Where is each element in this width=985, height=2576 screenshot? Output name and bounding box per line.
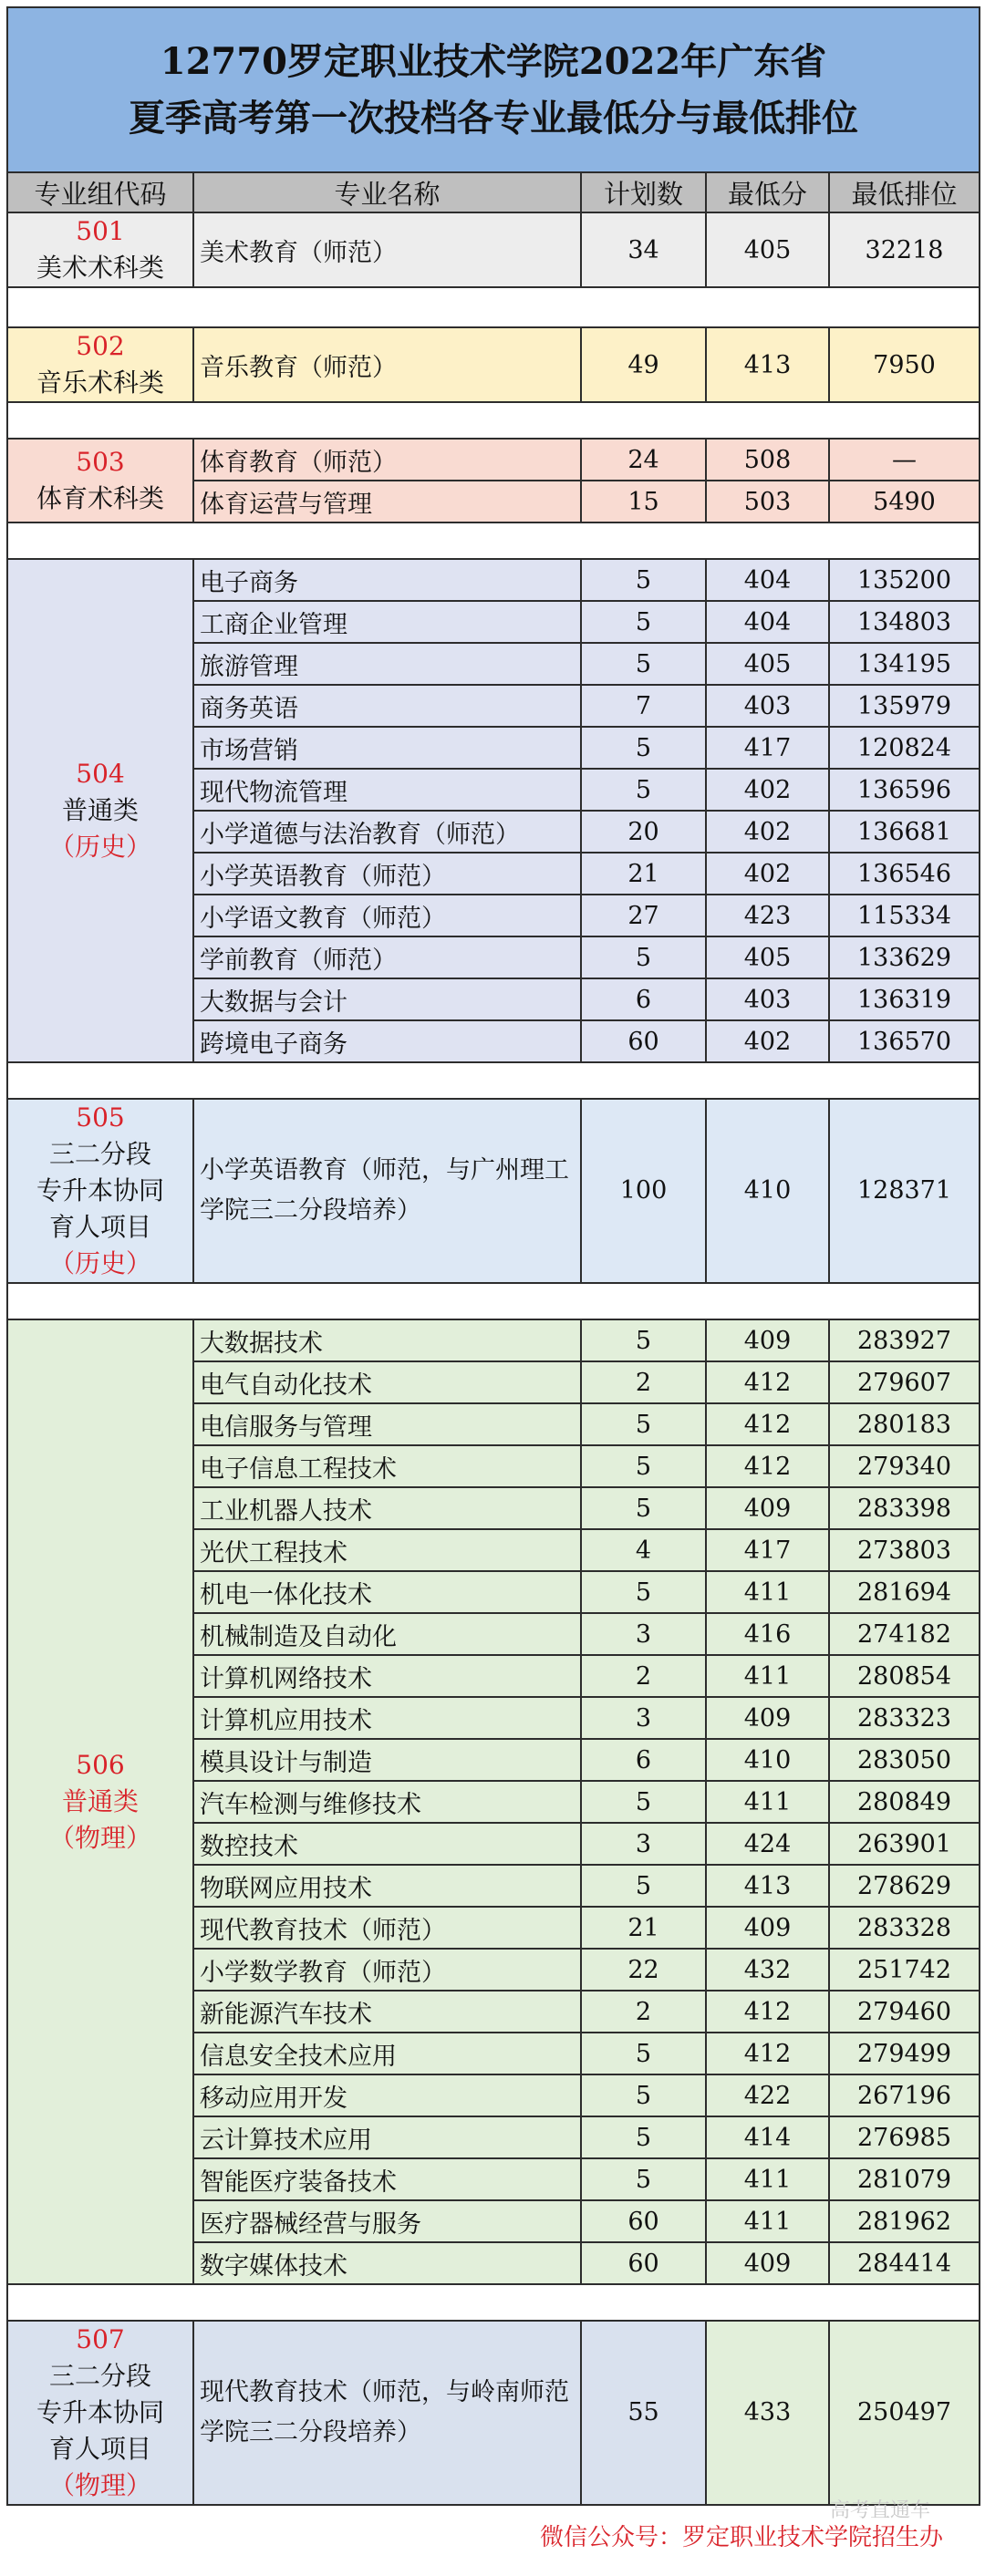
min-rank-cell: 283398 bbox=[829, 1487, 980, 1529]
plan-count-cell: 100 bbox=[581, 1099, 706, 1283]
min-score-cell: 409 bbox=[706, 1697, 829, 1739]
group-code: 504 bbox=[76, 759, 125, 789]
table-body bbox=[7, 212, 980, 2505]
group-code-cell bbox=[7, 327, 193, 402]
min-score-cell: 410 bbox=[706, 1099, 829, 1283]
plan-count-cell: 5 bbox=[581, 769, 706, 811]
major-name-cell: 电子信息工程技术 bbox=[193, 1445, 581, 1487]
plan-count-cell: 5 bbox=[581, 2158, 706, 2200]
admission-table bbox=[6, 6, 980, 2506]
group-label-line: 三二分段 bbox=[48, 1139, 151, 1169]
min-score-cell: 402 bbox=[706, 853, 829, 895]
group-spacer bbox=[7, 1062, 980, 1099]
min-score-cell: 402 bbox=[706, 1020, 829, 1062]
min-rank-cell: 134195 bbox=[829, 643, 980, 685]
plan-count-cell: 15 bbox=[581, 481, 706, 522]
min-score-cell: 411 bbox=[706, 1571, 829, 1613]
group-spacer bbox=[7, 287, 980, 327]
table-row bbox=[7, 1099, 980, 1283]
major-name-cell: 体育运营与管理 bbox=[193, 481, 581, 522]
min-rank-cell: 280849 bbox=[829, 1781, 980, 1823]
plan-count-cell: 7 bbox=[581, 685, 706, 727]
group-spacer bbox=[7, 402, 980, 439]
min-rank-cell: 279499 bbox=[829, 2033, 980, 2074]
min-score-cell: 503 bbox=[706, 481, 829, 522]
plan-count-cell: 5 bbox=[581, 1865, 706, 1907]
group-label-line: （物理） bbox=[48, 2470, 151, 2500]
min-score-cell: 417 bbox=[706, 1529, 829, 1571]
group-label-line: 普通类 bbox=[61, 1786, 139, 1816]
min-rank-cell: 5490 bbox=[829, 481, 980, 522]
min-score-cell: 402 bbox=[706, 769, 829, 811]
min-rank-cell: 135979 bbox=[829, 685, 980, 727]
min-score-cell: 424 bbox=[706, 1823, 829, 1865]
min-rank-cell: 134803 bbox=[829, 601, 980, 643]
plan-count-cell: 49 bbox=[581, 327, 706, 402]
group-spacer bbox=[7, 522, 980, 559]
plan-count-cell: 2 bbox=[581, 1991, 706, 2033]
plan-count-cell: 3 bbox=[581, 1613, 706, 1655]
min-rank-cell: 283927 bbox=[829, 1319, 980, 1361]
group-code: 503 bbox=[76, 447, 125, 477]
major-name-cell: 机电一体化技术 bbox=[193, 1571, 581, 1613]
title-line-1: 12770罗定职业技术学院2022年广东省 bbox=[160, 39, 827, 83]
plan-count-cell: 60 bbox=[581, 2200, 706, 2242]
major-name-cell: 小学数学教育（师范） bbox=[193, 1949, 581, 1991]
major-name-cell: 小学道德与法治教育（师范） bbox=[193, 811, 581, 853]
min-rank-cell: 128371 bbox=[829, 1099, 980, 1283]
major-name-cell: 小学英语教育（师范） bbox=[193, 853, 581, 895]
plan-count-cell: 5 bbox=[581, 1319, 706, 1361]
min-score-cell: 404 bbox=[706, 559, 829, 601]
min-score-cell: 417 bbox=[706, 727, 829, 769]
spacer-cell bbox=[7, 2284, 980, 2321]
plan-count-cell: 21 bbox=[581, 853, 706, 895]
major-name-cell: 小学英语教育（师范，与广州理工学院三二分段培养） bbox=[193, 1099, 581, 1283]
major-name-cell: 光伏工程技术 bbox=[193, 1529, 581, 1571]
min-rank-cell: 136319 bbox=[829, 978, 980, 1020]
min-score-cell: 411 bbox=[706, 2200, 829, 2242]
min-rank-cell: — bbox=[829, 439, 980, 481]
plan-count-cell: 5 bbox=[581, 643, 706, 685]
min-score-cell: 403 bbox=[706, 978, 829, 1020]
plan-count-cell: 21 bbox=[581, 1907, 706, 1949]
min-score-cell: 412 bbox=[706, 1445, 829, 1487]
table-row bbox=[7, 212, 980, 287]
min-rank-cell: 276985 bbox=[829, 2116, 980, 2158]
min-rank-cell: 251742 bbox=[829, 1949, 980, 1991]
plan-count-cell: 2 bbox=[581, 1361, 706, 1403]
min-score-cell: 412 bbox=[706, 1361, 829, 1403]
plan-count-cell: 5 bbox=[581, 1781, 706, 1823]
min-score-cell: 411 bbox=[706, 1655, 829, 1697]
major-name-cell: 体育教育（师范） bbox=[193, 439, 581, 481]
min-score-cell: 405 bbox=[706, 212, 829, 287]
major-name-cell: 医疗器械经营与服务 bbox=[193, 2200, 581, 2242]
plan-count-cell: 20 bbox=[581, 811, 706, 853]
min-rank-cell: 115334 bbox=[829, 895, 980, 936]
plan-count-cell: 34 bbox=[581, 212, 706, 287]
min-score-cell: 403 bbox=[706, 685, 829, 727]
plan-count-cell: 5 bbox=[581, 559, 706, 601]
major-name-cell: 音乐教育（师范） bbox=[193, 327, 581, 402]
spacer-cell bbox=[7, 402, 980, 439]
major-name-cell: 市场营销 bbox=[193, 727, 581, 769]
group-spacer bbox=[7, 1283, 980, 1319]
plan-count-cell: 60 bbox=[581, 1020, 706, 1062]
min-rank-cell: 267196 bbox=[829, 2074, 980, 2116]
min-rank-cell: 284414 bbox=[829, 2242, 980, 2284]
group-code-cell bbox=[7, 1099, 193, 1283]
min-score-cell: 433 bbox=[706, 2321, 829, 2505]
group-code-cell bbox=[7, 212, 193, 287]
plan-count-cell: 5 bbox=[581, 1487, 706, 1529]
min-score-cell: 410 bbox=[706, 1739, 829, 1781]
group-code: 507 bbox=[76, 2324, 125, 2354]
min-rank-cell: 7950 bbox=[829, 327, 980, 402]
plan-count-cell: 4 bbox=[581, 1529, 706, 1571]
group-label-line: （历史） bbox=[48, 832, 151, 862]
min-rank-cell: 280183 bbox=[829, 1403, 980, 1445]
group-code: 506 bbox=[76, 1750, 125, 1780]
plan-count-cell: 55 bbox=[581, 2321, 706, 2505]
spacer-cell bbox=[7, 522, 980, 559]
group-label-line: 普通类 bbox=[61, 795, 139, 825]
min-score-cell: 409 bbox=[706, 1907, 829, 1949]
min-rank-cell: 135200 bbox=[829, 559, 980, 601]
spacer-cell bbox=[7, 1062, 980, 1099]
min-score-cell: 405 bbox=[706, 643, 829, 685]
plan-count-cell: 6 bbox=[581, 1739, 706, 1781]
group-code: 502 bbox=[76, 331, 125, 361]
group-label-line: 三二分段 bbox=[48, 2361, 151, 2391]
group-label-line: 美术术科类 bbox=[36, 253, 164, 283]
min-rank-cell: 283328 bbox=[829, 1907, 980, 1949]
major-name-cell: 智能医疗装备技术 bbox=[193, 2158, 581, 2200]
table-row bbox=[7, 559, 980, 601]
min-rank-cell: 273803 bbox=[829, 1529, 980, 1571]
plan-count-cell: 60 bbox=[581, 2242, 706, 2284]
min-score-cell: 416 bbox=[706, 1613, 829, 1655]
min-rank-cell: 283323 bbox=[829, 1697, 980, 1739]
min-score-cell: 423 bbox=[706, 895, 829, 936]
major-name-cell: 信息安全技术应用 bbox=[193, 2033, 581, 2074]
min-rank-cell: 281079 bbox=[829, 2158, 980, 2200]
major-name-cell: 工商企业管理 bbox=[193, 601, 581, 643]
group-spacer bbox=[7, 2284, 980, 2321]
group-code-cell bbox=[7, 1319, 193, 2284]
min-score-cell: 414 bbox=[706, 2116, 829, 2158]
major-name-cell: 机械制造及自动化 bbox=[193, 1613, 581, 1655]
min-rank-cell: 32218 bbox=[829, 212, 980, 287]
major-name-cell: 电气自动化技术 bbox=[193, 1361, 581, 1403]
group-label-line: 体育术科类 bbox=[36, 483, 164, 513]
major-name-cell: 数字媒体技术 bbox=[193, 2242, 581, 2284]
table-row bbox=[7, 2321, 980, 2505]
header-plan-count: 计划数 bbox=[581, 172, 706, 212]
major-name-cell: 小学语文教育（师范） bbox=[193, 895, 581, 936]
min-score-cell: 412 bbox=[706, 1403, 829, 1445]
major-name-cell: 电信服务与管理 bbox=[193, 1403, 581, 1445]
plan-count-cell: 5 bbox=[581, 601, 706, 643]
plan-count-cell: 5 bbox=[581, 2033, 706, 2074]
min-score-cell: 412 bbox=[706, 2033, 829, 2074]
plan-count-cell: 5 bbox=[581, 1445, 706, 1487]
major-name-cell: 美术教育（师范） bbox=[193, 212, 581, 287]
plan-count-cell: 24 bbox=[581, 439, 706, 481]
group-label-line: （物理） bbox=[48, 1823, 151, 1853]
major-name-cell: 现代教育技术（师范，与岭南师范学院三二分段培养） bbox=[193, 2321, 581, 2505]
min-score-cell: 508 bbox=[706, 439, 829, 481]
major-name-cell: 大数据与会计 bbox=[193, 978, 581, 1020]
major-name-cell: 移动应用开发 bbox=[193, 2074, 581, 2116]
min-score-cell: 402 bbox=[706, 811, 829, 853]
group-label-line: 专升本协同 bbox=[36, 1175, 164, 1205]
min-score-cell: 411 bbox=[706, 2158, 829, 2200]
min-score-cell: 405 bbox=[706, 936, 829, 978]
footer-note: 微信公众号：罗定职业技术学院招生办 bbox=[539, 2523, 943, 2550]
major-name-cell: 跨境电子商务 bbox=[193, 1020, 581, 1062]
min-rank-cell: 136570 bbox=[829, 1020, 980, 1062]
min-rank-cell: 274182 bbox=[829, 1613, 980, 1655]
plan-count-cell: 5 bbox=[581, 2116, 706, 2158]
spacer-cell bbox=[7, 287, 980, 327]
admission-table-sheet bbox=[6, 6, 979, 2505]
group-code-cell bbox=[7, 559, 193, 1062]
header-group-code: 专业组代码 bbox=[7, 172, 193, 212]
major-name-cell: 模具设计与制造 bbox=[193, 1739, 581, 1781]
min-rank-cell: 281694 bbox=[829, 1571, 980, 1613]
plan-count-cell: 2 bbox=[581, 1655, 706, 1697]
plan-count-cell: 22 bbox=[581, 1949, 706, 1991]
table-row bbox=[7, 439, 980, 481]
plan-count-cell: 5 bbox=[581, 727, 706, 769]
major-name-cell: 电子商务 bbox=[193, 559, 581, 601]
min-rank-cell: 283050 bbox=[829, 1739, 980, 1781]
min-rank-cell: 279340 bbox=[829, 1445, 980, 1487]
group-label-line: 专升本协同 bbox=[36, 2397, 164, 2427]
min-score-cell: 412 bbox=[706, 1991, 829, 2033]
plan-count-cell: 3 bbox=[581, 1823, 706, 1865]
major-name-cell: 现代物流管理 bbox=[193, 769, 581, 811]
min-rank-cell: 120824 bbox=[829, 727, 980, 769]
major-name-cell: 工业机器人技术 bbox=[193, 1487, 581, 1529]
major-name-cell: 学前教育（师范） bbox=[193, 936, 581, 978]
major-name-cell: 云计算技术应用 bbox=[193, 2116, 581, 2158]
min-score-cell: 413 bbox=[706, 327, 829, 402]
header-min-score: 最低分 bbox=[706, 172, 829, 212]
min-score-cell: 422 bbox=[706, 2074, 829, 2116]
major-name-cell: 大数据技术 bbox=[193, 1319, 581, 1361]
table-row bbox=[7, 1319, 980, 1361]
min-rank-cell: 136546 bbox=[829, 853, 980, 895]
watermark: 高考直通车 bbox=[829, 2498, 930, 2521]
min-rank-cell: 278629 bbox=[829, 1865, 980, 1907]
table-row bbox=[7, 327, 980, 402]
plan-count-cell: 5 bbox=[581, 2074, 706, 2116]
min-rank-cell: 280854 bbox=[829, 1655, 980, 1697]
plan-count-cell: 5 bbox=[581, 1403, 706, 1445]
plan-count-cell: 5 bbox=[581, 936, 706, 978]
major-name-cell: 旅游管理 bbox=[193, 643, 581, 685]
major-name-cell: 计算机应用技术 bbox=[193, 1697, 581, 1739]
min-rank-cell: 263901 bbox=[829, 1823, 980, 1865]
min-rank-cell: 136596 bbox=[829, 769, 980, 811]
min-rank-cell: 136681 bbox=[829, 811, 980, 853]
min-rank-cell: 279460 bbox=[829, 1991, 980, 2033]
major-name-cell: 现代教育技术（师范） bbox=[193, 1907, 581, 1949]
major-name-cell: 数控技术 bbox=[193, 1823, 581, 1865]
table-title bbox=[7, 7, 980, 172]
major-name-cell: 物联网应用技术 bbox=[193, 1865, 581, 1907]
group-label-line: 育人项目 bbox=[48, 1212, 151, 1242]
group-code: 501 bbox=[76, 216, 125, 246]
min-rank-cell: 250497 bbox=[829, 2321, 980, 2505]
major-name-cell: 商务英语 bbox=[193, 685, 581, 727]
header-major-name: 专业名称 bbox=[193, 172, 581, 212]
min-score-cell: 432 bbox=[706, 1949, 829, 1991]
plan-count-cell: 6 bbox=[581, 978, 706, 1020]
spacer-cell bbox=[7, 1283, 980, 1319]
min-score-cell: 409 bbox=[706, 2242, 829, 2284]
min-score-cell: 413 bbox=[706, 1865, 829, 1907]
title-line-2: 夏季高考第一次投档各专业最低分与最低排位 bbox=[129, 96, 858, 140]
min-score-cell: 409 bbox=[706, 1487, 829, 1529]
group-code-cell bbox=[7, 2321, 193, 2505]
min-rank-cell: 279607 bbox=[829, 1361, 980, 1403]
min-score-cell: 411 bbox=[706, 1781, 829, 1823]
group-label-line: （历史） bbox=[48, 1248, 151, 1278]
plan-count-cell: 27 bbox=[581, 895, 706, 936]
group-code-cell bbox=[7, 439, 193, 522]
group-code: 505 bbox=[76, 1102, 125, 1133]
min-rank-cell: 133629 bbox=[829, 936, 980, 978]
group-label-line: 音乐术科类 bbox=[36, 367, 164, 398]
major-name-cell: 计算机网络技术 bbox=[193, 1655, 581, 1697]
plan-count-cell: 5 bbox=[581, 1571, 706, 1613]
group-label-line: 育人项目 bbox=[48, 2434, 151, 2464]
major-name-cell: 新能源汽车技术 bbox=[193, 1991, 581, 2033]
plan-count-cell: 3 bbox=[581, 1697, 706, 1739]
major-name-cell: 汽车检测与维修技术 bbox=[193, 1781, 581, 1823]
min-rank-cell: 281962 bbox=[829, 2200, 980, 2242]
header-min-rank: 最低排位 bbox=[829, 172, 980, 212]
min-score-cell: 409 bbox=[706, 1319, 829, 1361]
min-score-cell: 404 bbox=[706, 601, 829, 643]
